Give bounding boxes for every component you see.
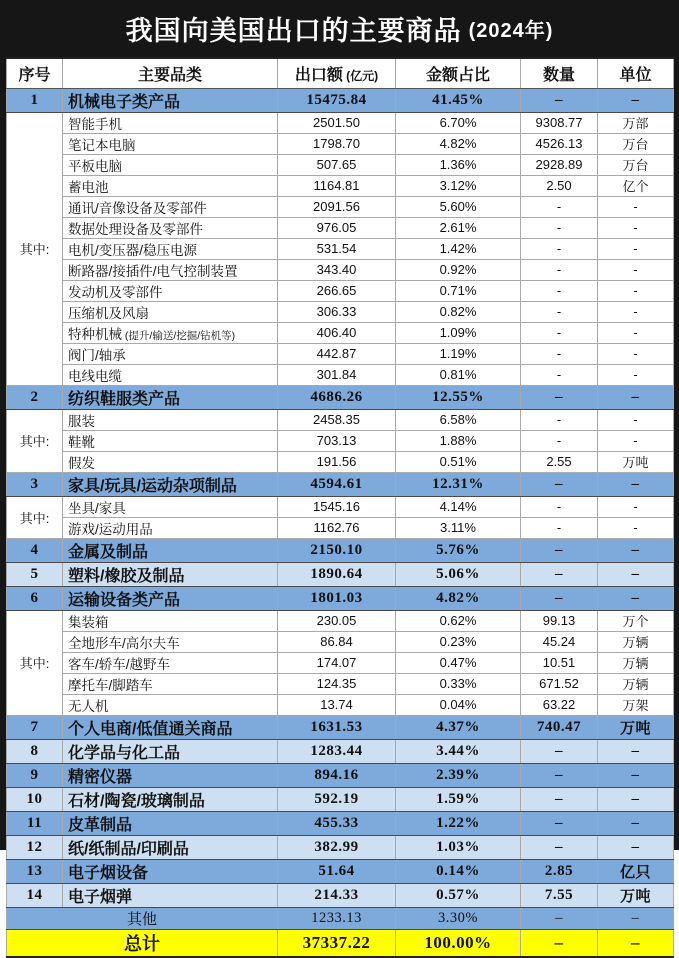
- cell-category: 数据处理设备及零部件: [63, 217, 278, 238]
- cell-unit: -: [598, 280, 674, 301]
- cell-qty: -: [521, 301, 598, 322]
- cell-no: 4: [7, 538, 63, 562]
- cell-qty: -: [521, 196, 598, 217]
- table-row: [7, 859, 674, 883]
- cell-share: 0.33%: [396, 673, 521, 694]
- table-row: [7, 763, 674, 787]
- cell-share: 1.22%: [396, 811, 521, 835]
- cell-share: 6.58%: [396, 409, 521, 430]
- table-row: [7, 739, 674, 763]
- table-body: [7, 88, 674, 957]
- cell-amount: 1162.76: [278, 517, 396, 538]
- cell-share: 0.23%: [396, 631, 521, 652]
- column-header-share: 金额占比: [396, 58, 521, 88]
- cell-category: 阀门/轴承: [63, 343, 278, 364]
- cell-amount: 1631.53: [278, 715, 396, 739]
- cell-share: 4.82%: [396, 586, 521, 610]
- cell-category: 全地形车/高尔夫车: [63, 631, 278, 652]
- cell-group-label: 其中:: [7, 496, 63, 538]
- cell-no: 10: [7, 787, 63, 811]
- cell-share: 0.81%: [396, 364, 521, 385]
- cell-amount: 703.13: [278, 430, 396, 451]
- cell-qty: 2.50: [521, 175, 598, 196]
- cell-unit: -: [598, 364, 674, 385]
- cell-share: 6.70%: [396, 112, 521, 133]
- table-row: [7, 385, 674, 409]
- cell-amount: 455.33: [278, 811, 396, 835]
- table-row: [7, 883, 674, 907]
- table-row: [7, 301, 674, 322]
- cell-qty: 2.85: [521, 859, 598, 883]
- table-row: [7, 652, 674, 673]
- table-row: [7, 538, 674, 562]
- cell-amount: 1164.81: [278, 175, 396, 196]
- cell-no: 12: [7, 835, 63, 859]
- cell-no: 2: [7, 385, 63, 409]
- cell-category: 电子烟设备: [63, 859, 278, 883]
- table-row: [7, 907, 674, 929]
- cell-qty: 99.13: [521, 610, 598, 631]
- cell-unit: 万台: [598, 154, 674, 175]
- cell-category: 运输设备类产品: [63, 586, 278, 610]
- cell-amount: 531.54: [278, 238, 396, 259]
- cell-amount: 442.87: [278, 343, 396, 364]
- table-row: [7, 175, 674, 196]
- cell-unit: 万辆: [598, 673, 674, 694]
- cell-category: 电线电缆: [63, 364, 278, 385]
- cell-share: 1.03%: [396, 835, 521, 859]
- table-row: [7, 343, 674, 364]
- cell-amount: 1798.70: [278, 133, 396, 154]
- cell-unit: 万辆: [598, 631, 674, 652]
- cell-category: 平板电脑: [63, 154, 278, 175]
- column-header-no: 序号: [7, 58, 63, 88]
- cell-unit: -: [598, 217, 674, 238]
- cell-share: 5.06%: [396, 562, 521, 586]
- cell-no: 1: [7, 88, 63, 112]
- cell-amount: 15475.84: [278, 88, 396, 112]
- cell-qty: –: [521, 929, 598, 957]
- table-row: [7, 133, 674, 154]
- cell-group-label: 其中:: [7, 610, 63, 715]
- cell-amount: 2501.50: [278, 112, 396, 133]
- cell-qty: 45.24: [521, 631, 598, 652]
- cell-qty: -: [521, 430, 598, 451]
- cell-amount: 4594.61: [278, 472, 396, 496]
- cell-unit: -: [598, 430, 674, 451]
- cell-qty: –: [521, 907, 598, 929]
- cell-category: 皮革制品: [63, 811, 278, 835]
- cell-qty: -: [521, 517, 598, 538]
- table-row: [7, 88, 674, 112]
- cell-category: 化学品与化工品: [63, 739, 278, 763]
- cell-share: 1.42%: [396, 238, 521, 259]
- cell-no: 13: [7, 859, 63, 883]
- cell-category: 集装箱: [63, 610, 278, 631]
- cell-unit: –: [598, 385, 674, 409]
- cell-amount: 1545.16: [278, 496, 396, 517]
- column-header-qty: 数量: [521, 58, 598, 88]
- cell-share: 4.14%: [396, 496, 521, 517]
- cell-share: 4.37%: [396, 715, 521, 739]
- cell-category: 金属及制品: [63, 538, 278, 562]
- cell-share: 0.57%: [396, 883, 521, 907]
- header-row: [7, 58, 674, 88]
- cell-share: 1.88%: [396, 430, 521, 451]
- cell-qty: -: [521, 343, 598, 364]
- cell-category: 蓄电池: [63, 175, 278, 196]
- cell-qty: –: [521, 538, 598, 562]
- cell-qty: –: [521, 88, 598, 112]
- cell-category: 压缩机及风扇: [63, 301, 278, 322]
- table-row: [7, 409, 674, 430]
- cell-category: 坐具/家具: [63, 496, 278, 517]
- table-row: [7, 715, 674, 739]
- cell-amount: 2458.35: [278, 409, 396, 430]
- cell-unit: –: [598, 586, 674, 610]
- cell-amount: 13.74: [278, 694, 396, 715]
- cell-amount: 382.99: [278, 835, 396, 859]
- cell-share: 4.82%: [396, 133, 521, 154]
- cell-qty: 7.55: [521, 883, 598, 907]
- cell-amount: 2150.10: [278, 538, 396, 562]
- cell-qty: –: [521, 562, 598, 586]
- cell-unit: -: [598, 517, 674, 538]
- cell-share: 2.39%: [396, 763, 521, 787]
- cell-category: 家具/玩具/运动杂项制品: [63, 472, 278, 496]
- cell-unit: 万个: [598, 610, 674, 631]
- table-row: [7, 517, 674, 538]
- cell-share: 0.14%: [396, 859, 521, 883]
- cell-category: 智能手机: [63, 112, 278, 133]
- cell-category: 服装: [63, 409, 278, 430]
- cell-category: 断路器/接插件/电气控制装置: [63, 259, 278, 280]
- table-row: [7, 196, 674, 217]
- table-row: [7, 430, 674, 451]
- cell-amount: 976.05: [278, 217, 396, 238]
- cell-category: 纸/纸制品/印刷品: [63, 835, 278, 859]
- cell-qty: -: [521, 322, 598, 343]
- table-row: [7, 496, 674, 517]
- cell-no: 7: [7, 715, 63, 739]
- cell-qty: 671.52: [521, 673, 598, 694]
- cell-share: 1.09%: [396, 322, 521, 343]
- column-header-amount-unit-note: (亿元): [342, 68, 379, 83]
- table-row: [7, 673, 674, 694]
- cell-amount: 2091.56: [278, 196, 396, 217]
- title-band: [0, 0, 679, 57]
- cell-amount: 86.84: [278, 631, 396, 652]
- cell-share: 0.82%: [396, 301, 521, 322]
- table-row: [7, 280, 674, 301]
- cell-qty: 740.47: [521, 715, 598, 739]
- cell-category: 笔记本电脑: [63, 133, 278, 154]
- table-row: [7, 787, 674, 811]
- cell-qty: -: [521, 217, 598, 238]
- cell-amount: 230.05: [278, 610, 396, 631]
- cell-unit: -: [598, 259, 674, 280]
- cell-category: 客车/轿车/越野车: [63, 652, 278, 673]
- cell-unit: -: [598, 196, 674, 217]
- cell-share: 5.60%: [396, 196, 521, 217]
- cell-category: 纺织鞋服类产品: [63, 385, 278, 409]
- cell-share: 0.92%: [396, 259, 521, 280]
- cell-qty: -: [521, 259, 598, 280]
- cell-qty: -: [521, 496, 598, 517]
- cell-unit: 万部: [598, 112, 674, 133]
- table-row: [7, 322, 674, 343]
- cell-share: 41.45%: [396, 88, 521, 112]
- cell-category: 摩托车/脚踏车: [63, 673, 278, 694]
- cell-no: 14: [7, 883, 63, 907]
- cell-qty: –: [521, 472, 598, 496]
- page-title-year: (2024年): [468, 20, 554, 42]
- cell-unit: –: [598, 787, 674, 811]
- cell-unit: –: [598, 811, 674, 835]
- cell-unit: 万台: [598, 133, 674, 154]
- cell-share: 0.47%: [396, 652, 521, 673]
- cell-qty: –: [521, 385, 598, 409]
- table-row: [7, 451, 674, 472]
- table-row: [7, 586, 674, 610]
- table-row: [7, 562, 674, 586]
- cell-category: 个人电商/低值通关商品: [63, 715, 278, 739]
- cell-amount: 343.40: [278, 259, 396, 280]
- cell-unit: –: [598, 907, 674, 929]
- cell-unit: –: [598, 472, 674, 496]
- cell-group-label: 其中:: [7, 112, 63, 385]
- cell-share: 3.12%: [396, 175, 521, 196]
- cell-share: 0.04%: [396, 694, 521, 715]
- cell-share: 0.71%: [396, 280, 521, 301]
- cell-no: 5: [7, 562, 63, 586]
- column-header-unit: 单位: [598, 58, 674, 88]
- cell-unit: –: [598, 538, 674, 562]
- cell-qty: -: [521, 364, 598, 385]
- cell-unit: 万吨: [598, 883, 674, 907]
- cell-share: 3.30%: [396, 907, 521, 929]
- cell-amount: 406.40: [278, 322, 396, 343]
- cell-amount: 37337.22: [278, 929, 396, 957]
- cell-amount: 306.33: [278, 301, 396, 322]
- cell-share: 5.76%: [396, 538, 521, 562]
- cell-category: 塑料/橡胶及制品: [63, 562, 278, 586]
- cell-unit: –: [598, 562, 674, 586]
- cell-amount: 507.65: [278, 154, 396, 175]
- cell-unit: -: [598, 409, 674, 430]
- cell-category: 总计: [7, 929, 278, 957]
- exports-table-wrap: [6, 57, 673, 954]
- table-row: [7, 610, 674, 631]
- cell-share: 1.19%: [396, 343, 521, 364]
- cell-amount: 1890.64: [278, 562, 396, 586]
- cell-category-note: (提升/输送/挖掘/钻机等): [122, 329, 236, 342]
- cell-group-label: 其中:: [7, 409, 63, 472]
- cell-amount: 301.84: [278, 364, 396, 385]
- cell-amount: 124.35: [278, 673, 396, 694]
- cell-category: 机械电子类产品: [63, 88, 278, 112]
- cell-no: 9: [7, 763, 63, 787]
- cell-share: 3.11%: [396, 517, 521, 538]
- cell-unit: –: [598, 88, 674, 112]
- cell-share: 3.44%: [396, 739, 521, 763]
- cell-unit: –: [598, 929, 674, 957]
- cell-category: 游戏/运动用品: [63, 517, 278, 538]
- cell-qty: –: [521, 586, 598, 610]
- exports-table: [6, 57, 674, 958]
- cell-category: 鞋靴: [63, 430, 278, 451]
- cell-qty: 4526.13: [521, 133, 598, 154]
- cell-amount: 894.16: [278, 763, 396, 787]
- cell-unit: -: [598, 322, 674, 343]
- cell-qty: -: [521, 238, 598, 259]
- cell-unit: –: [598, 739, 674, 763]
- table-row: [7, 472, 674, 496]
- cell-share: 1.59%: [396, 787, 521, 811]
- cell-category: 其他: [7, 907, 278, 929]
- table-row: [7, 694, 674, 715]
- cell-amount: 174.07: [278, 652, 396, 673]
- cell-category: 电子烟弹: [63, 883, 278, 907]
- cell-unit: 万吨: [598, 715, 674, 739]
- cell-amount: 51.64: [278, 859, 396, 883]
- cell-category: 电机/变压器/稳压电源: [63, 238, 278, 259]
- cell-unit: -: [598, 496, 674, 517]
- cell-share: 12.31%: [396, 472, 521, 496]
- cell-qty: 2.55: [521, 451, 598, 472]
- cell-amount: 592.19: [278, 787, 396, 811]
- cell-share: 100.00%: [396, 929, 521, 957]
- cell-no: 8: [7, 739, 63, 763]
- cell-qty: 10.51: [521, 652, 598, 673]
- table-header: [7, 58, 674, 88]
- table-row: [7, 238, 674, 259]
- cell-no: 6: [7, 586, 63, 610]
- cell-qty: 9308.77: [521, 112, 598, 133]
- cell-category: 特种机械 (提升/输送/挖掘/钻机等): [63, 322, 278, 343]
- table-row: [7, 835, 674, 859]
- table-row: [7, 929, 674, 957]
- cell-share: 2.61%: [396, 217, 521, 238]
- cell-unit: 万架: [598, 694, 674, 715]
- cell-qty: –: [521, 835, 598, 859]
- table-row: [7, 811, 674, 835]
- table-row: [7, 217, 674, 238]
- cell-qty: –: [521, 739, 598, 763]
- table-row: [7, 154, 674, 175]
- cell-category: 假发: [63, 451, 278, 472]
- cell-unit: -: [598, 238, 674, 259]
- column-header-category: 主要品类: [63, 58, 278, 88]
- cell-category: 发动机及零部件: [63, 280, 278, 301]
- cell-amount: 214.33: [278, 883, 396, 907]
- cell-amount: 4686.26: [278, 385, 396, 409]
- cell-qty: –: [521, 811, 598, 835]
- cell-no: 3: [7, 472, 63, 496]
- cell-amount: 1233.13: [278, 907, 396, 929]
- cell-category: 石材/陶瓷/玻璃制品: [63, 787, 278, 811]
- cell-category: 精密仪器: [63, 763, 278, 787]
- cell-amount: 1801.03: [278, 586, 396, 610]
- cell-amount: 266.65: [278, 280, 396, 301]
- cell-category: 无人机: [63, 694, 278, 715]
- cell-qty: 2928.89: [521, 154, 598, 175]
- cell-share: 0.51%: [396, 451, 521, 472]
- cell-unit: 万辆: [598, 652, 674, 673]
- cell-share: 0.62%: [396, 610, 521, 631]
- cell-unit: 万吨: [598, 451, 674, 472]
- table-row: [7, 631, 674, 652]
- cell-unit: 亿只: [598, 859, 674, 883]
- cell-unit: 亿个: [598, 175, 674, 196]
- page-title: 我国向美国出口的主要商品: [125, 16, 462, 46]
- cell-qty: –: [521, 763, 598, 787]
- cell-unit: –: [598, 835, 674, 859]
- cell-share: 1.36%: [396, 154, 521, 175]
- cell-unit: -: [598, 343, 674, 364]
- table-row: [7, 364, 674, 385]
- cell-amount: 1283.44: [278, 739, 396, 763]
- column-header-amount: 出口额 (亿元): [278, 58, 396, 88]
- cell-qty: -: [521, 280, 598, 301]
- cell-qty: 63.22: [521, 694, 598, 715]
- cell-qty: –: [521, 787, 598, 811]
- cell-qty: -: [521, 409, 598, 430]
- cell-amount: 191.56: [278, 451, 396, 472]
- cell-no: 11: [7, 811, 63, 835]
- cell-category: 通讯/音像设备及零部件: [63, 196, 278, 217]
- cell-unit: –: [598, 763, 674, 787]
- table-row: [7, 259, 674, 280]
- table-row: [7, 112, 674, 133]
- cell-share: 12.55%: [396, 385, 521, 409]
- cell-unit: -: [598, 301, 674, 322]
